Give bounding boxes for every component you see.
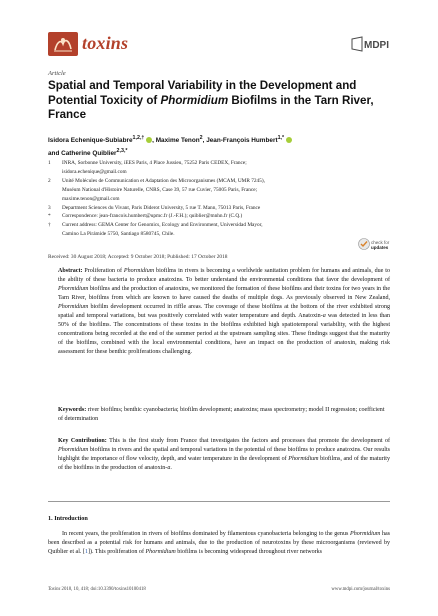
intro-genus: Phormidium xyxy=(145,549,176,556)
affiliation-row xyxy=(48,204,390,213)
publisher-name: MDPI xyxy=(364,40,389,51)
abstract xyxy=(58,267,390,357)
abstract-text: biofilm development occurred in riffle areas. The coverage of these biofilms at the bottom of the river exhibited strong spatial and temporal variations, but was positively correlated with water temperature and depth. Anatoxin- xyxy=(58,304,390,320)
key-contribution xyxy=(58,437,390,473)
affiliation-sup xyxy=(48,168,62,177)
keywords-label: Keywords: xyxy=(58,407,87,413)
correspondence-text[interactable]: Correspondence: jean-francois.humbert@upmc.fr (J.-F.H.); quiblier@mnhn.fr (C.Q.) xyxy=(62,213,243,220)
journal-header xyxy=(48,32,390,60)
abstract-genus: Phormidium xyxy=(123,268,155,274)
intro-text: In recent years, the proliferation in rivers of biofilms dominated by filamentous cyanobacteria belonging to the genus xyxy=(62,531,351,537)
affiliation-email[interactable]: isidora.echenique@gmail.com xyxy=(62,168,127,175)
author-list: Isidora Echenique-Subiabre$^{1,2,\dagger}$ , Maxime Tenon$^2$, Jean-François Humbert$^{1,*}$ and Catherine Quiblier$^{2,3,*}$ xyxy=(48,133,390,159)
affiliation-sup: 1 xyxy=(48,160,51,166)
contribution-text: biofilms in rivers and the spatial and temporal variations in the potential of these biofilms to produce anatoxins. Our results highlight the importance of flow velocity, depth, and water temperature in the development of xyxy=(58,447,390,463)
abstract-italic: a xyxy=(322,313,326,320)
author-name[interactable]: and Catherine Quiblier xyxy=(48,150,117,158)
check-for-updates-badge[interactable] xyxy=(358,235,390,259)
affiliation-sup: 3 xyxy=(48,204,51,211)
journal-name[interactable]: toxins xyxy=(82,33,129,53)
contribution-genus: Phormidium xyxy=(58,447,89,454)
title-genus: Phormidium xyxy=(160,93,229,107)
publication-dates: Received: 30 August 2018; Accepted: 9 October 2018; Published: 17 October 2018 xyxy=(48,254,228,260)
intro-genus: Phormidium xyxy=(350,531,381,537)
affiliation-text: Current address: GEMA Center for Genomics, Ecology and Environment, Universidad Mayor, xyxy=(62,222,263,229)
section-heading: 1. Introduction xyxy=(48,515,88,522)
affiliation-sup xyxy=(48,195,62,204)
contribution-italic: a xyxy=(167,465,171,472)
affiliation-sup xyxy=(48,230,62,239)
affiliation-sup: * xyxy=(48,213,51,220)
article-type: Article xyxy=(48,70,66,77)
section-divider xyxy=(48,501,390,502)
abstract-genus: Phormidium xyxy=(58,286,89,293)
check-updates-label xyxy=(371,240,389,250)
affiliation-row xyxy=(48,168,390,177)
mdpi-logo-icon[interactable] xyxy=(350,36,390,52)
contribution-genus: Phormidium xyxy=(288,456,319,463)
affiliation-row xyxy=(48,230,390,239)
page-footer xyxy=(48,587,390,595)
affiliation-text: INRA, Sorbonne University, iEES Paris, 4 Place Jussieu, 75252 Paris CEDEX, France; xyxy=(62,160,247,166)
affiliation-row xyxy=(48,177,390,186)
affiliation-sup xyxy=(48,186,62,195)
title-part: Biofilms in the Tarn River, France xyxy=(48,93,374,122)
affiliation-row xyxy=(48,186,390,195)
contribution-text: biofilms, and of the maturity of the biofilms in the production of anatoxin- xyxy=(58,456,390,472)
article-title xyxy=(48,79,390,123)
intro-text: has been described as a potential risk for humans and animals, due to the production of neurotoxins by these microorganisms (reviewed by Quiblier et al. [ xyxy=(48,531,391,556)
author-affil-sup: 2 xyxy=(199,135,203,141)
affiliation-row xyxy=(48,159,390,168)
abstract-genus: Phormidium xyxy=(58,304,89,311)
contribution-text: This is the first study from France that investigates the factors and processes that promote the development of xyxy=(106,438,391,444)
affiliations xyxy=(48,159,390,239)
abstract-text: was detected in less than 50% of the biofilms. The concentrations of these toxins in the biofilms exhibited high spatiotemporal variability, with the highest concentrations being recorded at the end of the summer period at the upstream sampling sites. These findings suggest that the maturity of the biofilms, combined with the local environmental conditions, have an impact on the production of anatoxin, making risk assessment for these benthic proliferations challenging. xyxy=(58,313,390,356)
affiliation-text: Muséum National d'Histoire Naturelle, CNRS, Case 39, 57 rue Cuvier, 75005 Paris, France; xyxy=(62,186,258,193)
affiliation-text: Unité Molécules de Communication et Adaptation des Microorganismes (MCAM, UMR 7245), xyxy=(62,177,265,184)
check-updates-line: check for xyxy=(371,240,390,245)
intro-text: biofilms is becoming widespread throughout river networks xyxy=(175,549,323,556)
affiliation-text: Department Sciences du Vivant, Paris Diderot University, 5 rue T. Mann, 75013 Paris, France xyxy=(62,204,261,211)
author-affil-sup: 2,3,* xyxy=(116,148,128,155)
check-updates-icon xyxy=(358,238,370,250)
abstract-text: Proliferation of xyxy=(82,268,124,274)
orcid-icon[interactable] xyxy=(286,137,292,143)
introduction-paragraph xyxy=(48,530,390,557)
citation-link[interactable]: 1 xyxy=(84,549,88,556)
contribution-text: . xyxy=(170,465,172,472)
toxins-logo-icon xyxy=(48,32,78,56)
footer-journal: Toxins xyxy=(48,587,61,592)
abstract-label: Abstract: xyxy=(58,268,83,274)
affiliation-email[interactable]: maxime.tenon@gmail.com xyxy=(62,195,120,202)
affiliation-row xyxy=(48,195,390,204)
affiliation-sup: † xyxy=(48,222,51,229)
footer-citation xyxy=(48,587,146,592)
author-name[interactable]: Jean-François Humbert xyxy=(206,137,278,145)
affiliation-row xyxy=(48,221,390,230)
author-affil-sup: 1,* xyxy=(277,135,285,141)
footer-url[interactable]: www.mdpi.com/journal/toxins xyxy=(331,587,390,592)
affiliation-sup: 2 xyxy=(48,177,51,184)
keywords xyxy=(58,406,390,424)
orcid-icon[interactable] xyxy=(146,137,152,143)
check-updates-line: updates xyxy=(371,245,389,250)
footer-doi[interactable]: 2018, 10, 418; doi:10.3390/toxins10100418 xyxy=(60,587,146,592)
intro-text: ]). This proliferation of xyxy=(87,549,146,556)
author-name[interactable]: Isidora Echenique-Subiabre xyxy=(48,137,133,145)
author-name[interactable]: Maxime Tenon xyxy=(155,137,200,145)
affiliation-row xyxy=(48,212,390,221)
affiliation-text: Camino La Pirámide 5750, Santiago 8580745, Chile. xyxy=(62,231,175,238)
author-affil-sup: 1,2,† xyxy=(132,135,145,141)
abstract-text: biofilms and the production of anatoxins, we monitored the formation of these biofilms and their toxins for two years in the Tarn River, biofilms from which are known to have caused the deaths of multiple dogs. As previously observed in New Zealand, xyxy=(58,286,390,302)
key-contribution-label: Key Contribution: xyxy=(58,438,107,444)
abstract-text: biofilms in rivers is becoming a worldwide sanitation problem for humans and animals, due to the ability of these bacteria to produce anatoxins. To better understand the environmental conditions that favor the development of xyxy=(58,268,390,284)
title-part: Spatial and Temporal Variability in the Development and Potential Toxicity of xyxy=(48,79,357,107)
keywords-text: river biofilms; benthic cyanobacteria; biofilm development; anatoxins; mass spectrometry; model II regression; coefficient of determination xyxy=(58,407,385,423)
